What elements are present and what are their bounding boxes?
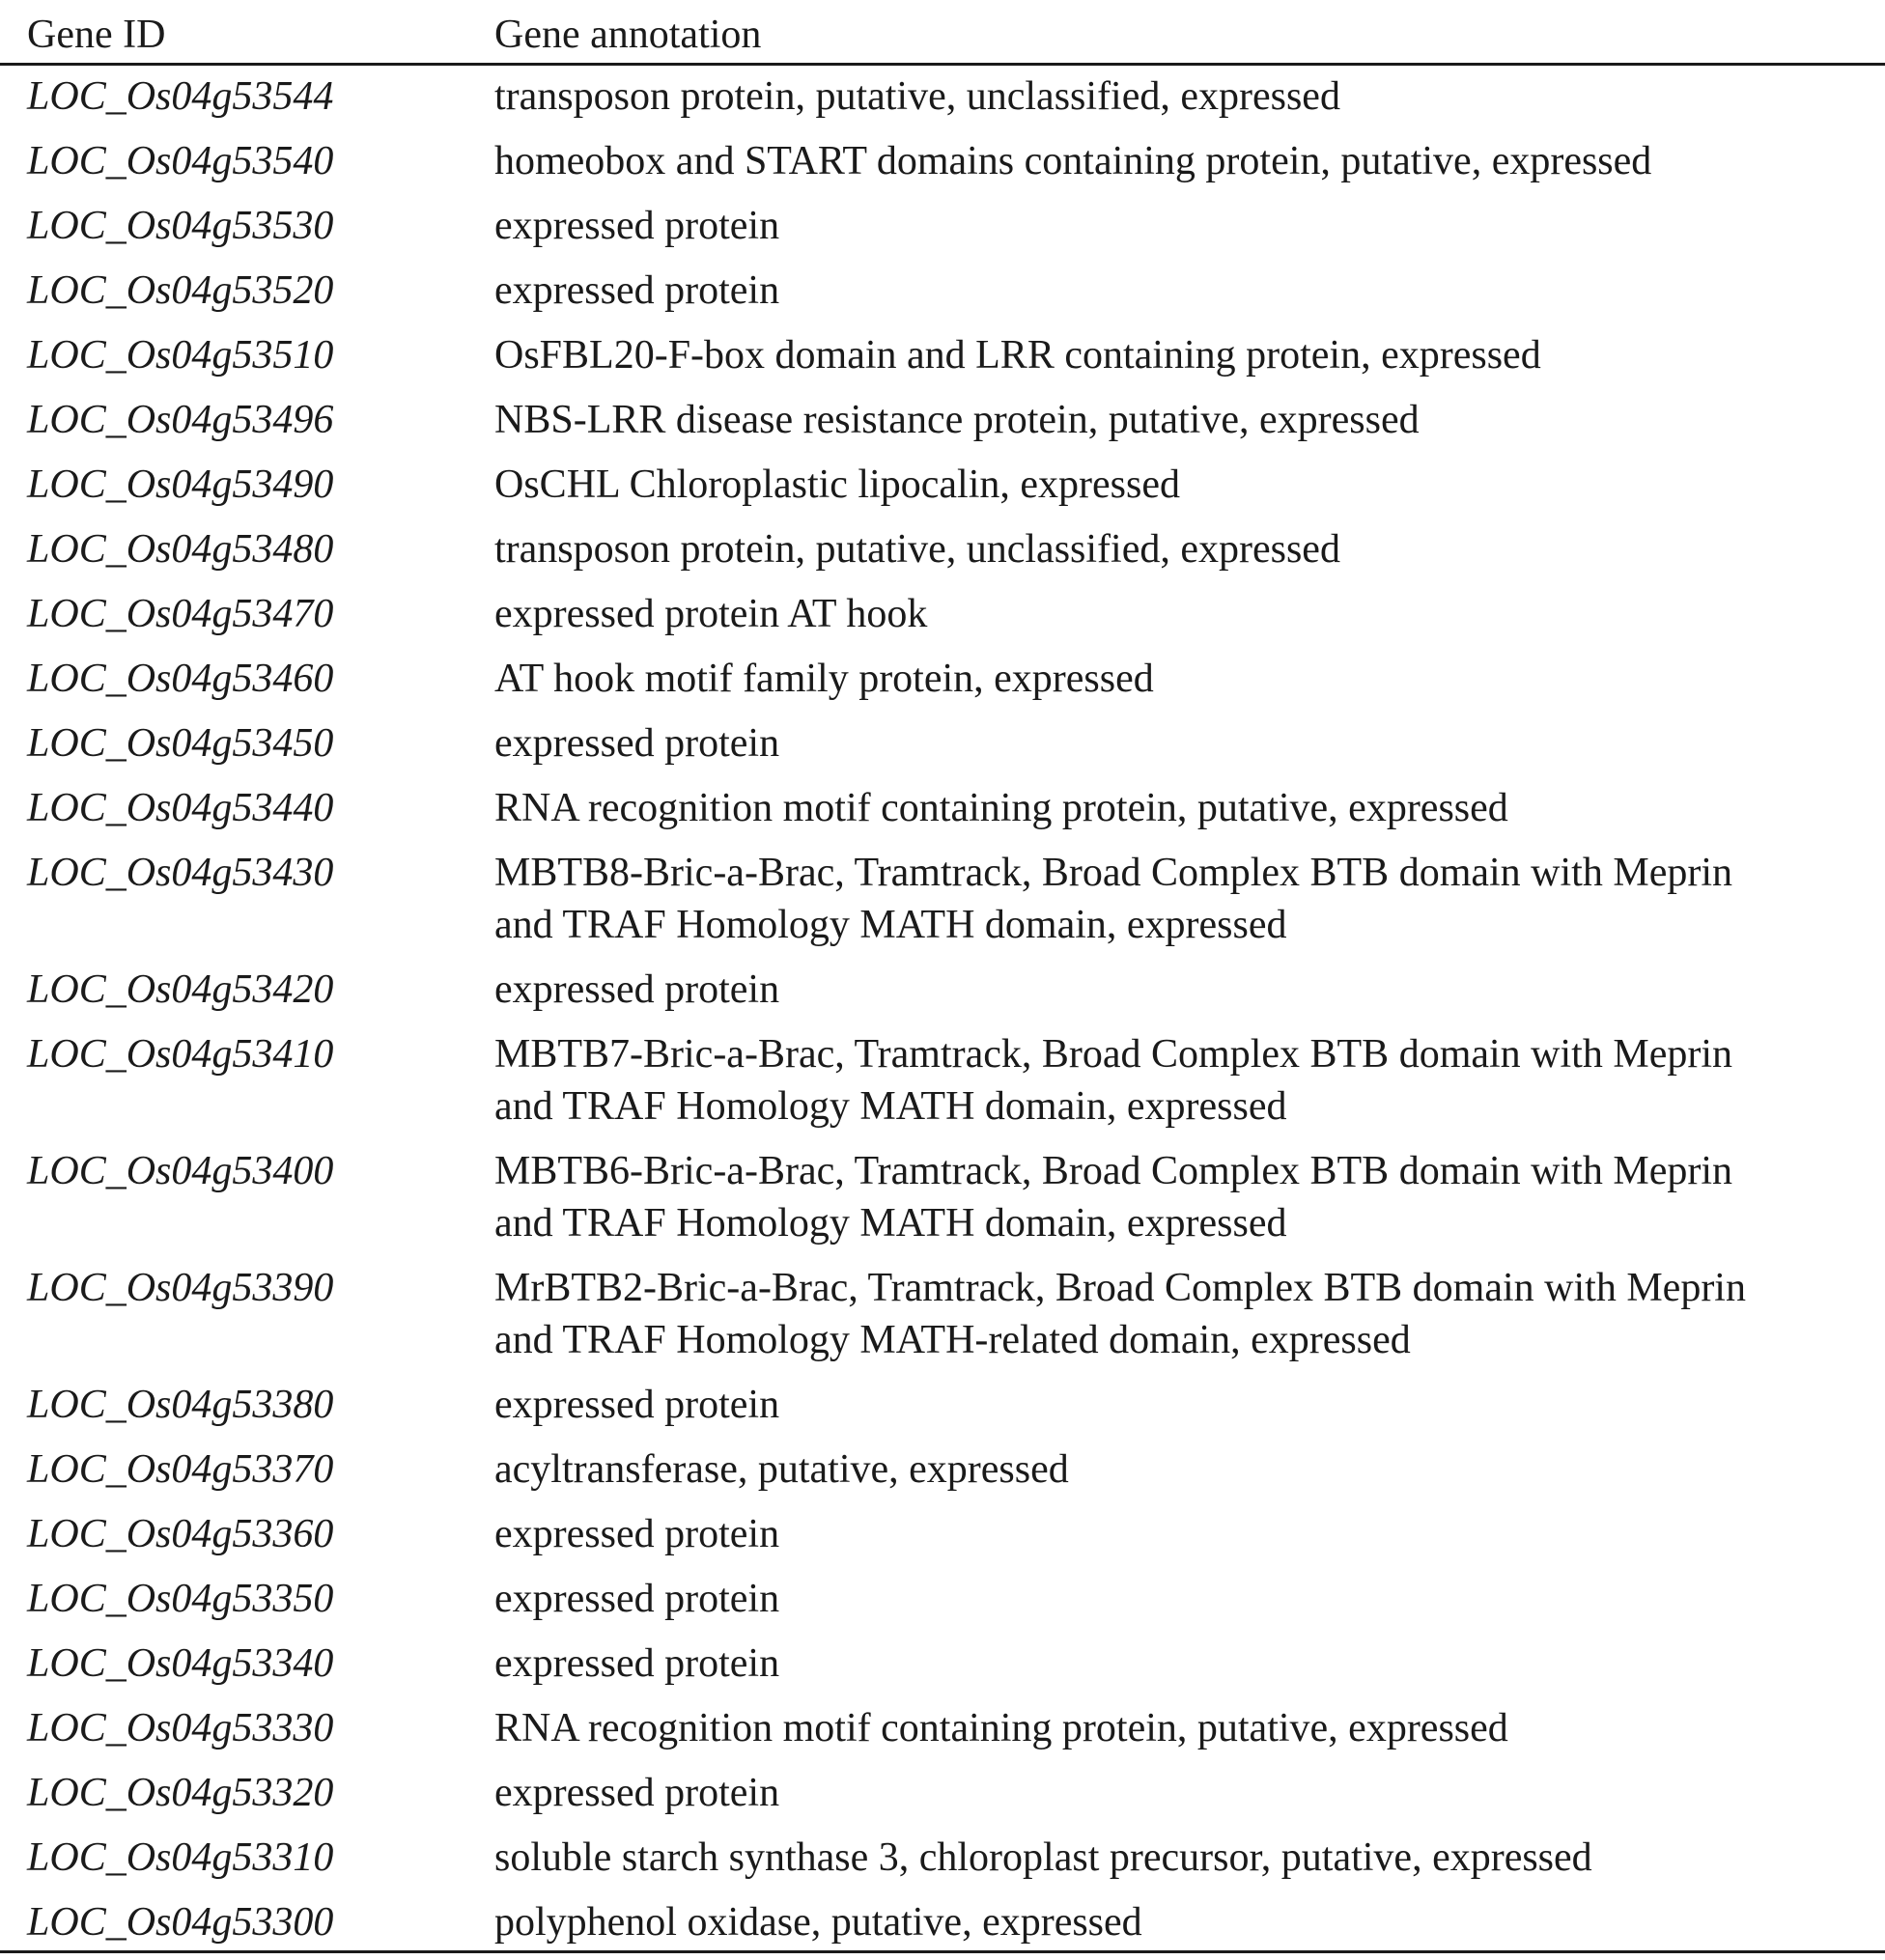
gene-annotation-cell	[494, 842, 1885, 959]
gene-annotation-cell	[494, 777, 1885, 842]
gene-id: LOC_Os04g53510	[27, 332, 334, 378]
gene-annotation-cell	[494, 713, 1885, 777]
table-row	[0, 1762, 1885, 1827]
gene-annotation: soluble starch synthase 3, chloroplast precursor, putative, expressed	[494, 1834, 1592, 1880]
gene-id: LOC_Os04g53300	[27, 1899, 334, 1945]
gene-annotation-cell	[494, 324, 1885, 389]
gene-id: LOC_Os04g53470	[27, 591, 334, 636]
gene-annotation: polyphenol oxidase, putative, expressed	[494, 1899, 1142, 1945]
gene-annotation-continued: and TRAF Homology MATH domain, expressed	[494, 1200, 1287, 1246]
table-row	[0, 713, 1885, 777]
gene-id: LOC_Os04g53310	[27, 1834, 334, 1880]
gene-id-cell	[0, 648, 494, 713]
gene-id-cell	[0, 842, 494, 959]
gene-annotation-cell	[494, 1503, 1885, 1568]
gene-id-cell	[0, 1439, 494, 1503]
table-row	[0, 1140, 1885, 1257]
table-row	[0, 648, 1885, 713]
gene-annotation: RNA recognition motif containing protein, putative, expressed	[494, 1705, 1508, 1750]
table-row	[0, 64, 1885, 130]
gene-annotation-cell	[494, 1140, 1885, 1257]
gene-id: LOC_Os04g53530	[27, 203, 334, 248]
table-row	[0, 518, 1885, 583]
table-row	[0, 583, 1885, 648]
gene-id-cell	[0, 1023, 494, 1140]
gene-annotation: expressed protein	[494, 1576, 780, 1621]
gene-annotation: expressed protein	[494, 720, 780, 766]
gene-annotation-cell	[494, 260, 1885, 324]
gene-id: LOC_Os04g53340	[27, 1640, 334, 1686]
table-row	[0, 389, 1885, 454]
gene-id: LOC_Os04g53320	[27, 1770, 334, 1815]
gene-annotation: acyltransferase, putative, expressed	[494, 1446, 1069, 1492]
gene-annotation-cell	[494, 518, 1885, 583]
gene-id-cell	[0, 324, 494, 389]
gene-id: LOC_Os04g53544	[27, 73, 334, 119]
gene-id: LOC_Os04g53390	[27, 1265, 334, 1310]
gene-id: LOC_Os04g53496	[27, 397, 334, 442]
gene-id: LOC_Os04g53370	[27, 1446, 334, 1492]
gene-id-cell	[0, 713, 494, 777]
table-row	[0, 130, 1885, 195]
gene-annotation-continued: and TRAF Homology MATH domain, expressed	[494, 902, 1287, 947]
table-row	[0, 1827, 1885, 1891]
header-gene-annotation: Gene annotation	[494, 0, 1885, 64]
gene-annotation-continued: and TRAF Homology MATH domain, expressed	[494, 1083, 1287, 1129]
gene-annotation-cell	[494, 1633, 1885, 1697]
gene-id-cell	[0, 454, 494, 518]
gene-annotation: NBS-LRR disease resistance protein, putative, expressed	[494, 397, 1420, 442]
gene-annotation: AT hook motif family protein, expressed	[494, 656, 1154, 701]
gene-id: LOC_Os04g53520	[27, 267, 334, 313]
gene-annotation: OsFBL20-F-box domain and LRR containing protein, expressed	[494, 332, 1541, 378]
gene-annotation: expressed protein AT hook	[494, 591, 928, 636]
gene-annotation: expressed protein	[494, 267, 780, 313]
gene-annotation-cell	[494, 1762, 1885, 1827]
gene-id-cell	[0, 1762, 494, 1827]
table-header-row	[0, 0, 1885, 64]
table-row	[0, 195, 1885, 260]
table-row	[0, 777, 1885, 842]
table-row	[0, 260, 1885, 324]
gene-id: LOC_Os04g53400	[27, 1148, 334, 1193]
gene-id: LOC_Os04g53360	[27, 1511, 334, 1556]
table-row	[0, 1891, 1885, 1952]
table-row	[0, 1697, 1885, 1762]
gene-id: LOC_Os04g53380	[27, 1382, 334, 1427]
table-row	[0, 324, 1885, 389]
gene-annotation-cell	[494, 1257, 1885, 1374]
gene-id-cell	[0, 777, 494, 842]
gene-annotation: expressed protein	[494, 1382, 780, 1427]
gene-id-cell	[0, 260, 494, 324]
gene-id-cell	[0, 518, 494, 583]
gene-id-cell	[0, 1697, 494, 1762]
gene-annotation-cell	[494, 648, 1885, 713]
gene-id-cell	[0, 583, 494, 648]
gene-id: LOC_Os04g53420	[27, 966, 334, 1012]
gene-annotation: expressed protein	[494, 1770, 780, 1815]
gene-annotation-cell	[494, 583, 1885, 648]
gene-annotation: MBTB8-Bric-a-Brac, Tramtrack, Broad Complex BTB domain with Meprin	[494, 850, 1732, 895]
table-row	[0, 1439, 1885, 1503]
table-row	[0, 1257, 1885, 1374]
gene-annotation-cell	[494, 64, 1885, 130]
gene-id-cell	[0, 1503, 494, 1568]
gene-annotation-cell	[494, 195, 1885, 260]
gene-annotation-cell	[494, 1827, 1885, 1891]
gene-annotation: RNA recognition motif containing protein, putative, expressed	[494, 785, 1508, 830]
table-row	[0, 959, 1885, 1023]
gene-id: LOC_Os04g53540	[27, 138, 334, 183]
gene-annotation-cell	[494, 1439, 1885, 1503]
gene-annotation: OsCHL Chloroplastic lipocalin, expressed	[494, 462, 1180, 507]
gene-id-cell	[0, 195, 494, 260]
gene-annotation: expressed protein	[494, 203, 780, 248]
gene-annotation-cell	[494, 1023, 1885, 1140]
table-body	[0, 64, 1885, 1951]
gene-id-cell	[0, 1891, 494, 1952]
table-row	[0, 1503, 1885, 1568]
gene-id-cell	[0, 389, 494, 454]
gene-id-cell	[0, 1568, 494, 1633]
table-row	[0, 1633, 1885, 1697]
gene-annotation: transposon protein, putative, unclassified, expressed	[494, 73, 1340, 119]
gene-id: LOC_Os04g53460	[27, 656, 334, 701]
gene-id: LOC_Os04g53330	[27, 1705, 334, 1750]
table-row	[0, 454, 1885, 518]
table-row	[0, 1374, 1885, 1439]
gene-annotation-continued: and TRAF Homology MATH-related domain, expressed	[494, 1317, 1411, 1362]
gene-id-cell	[0, 1827, 494, 1891]
gene-id-cell	[0, 130, 494, 195]
gene-annotation: MBTB6-Bric-a-Brac, Tramtrack, Broad Complex BTB domain with Meprin	[494, 1148, 1732, 1193]
gene-id: LOC_Os04g53490	[27, 462, 334, 507]
gene-id-cell	[0, 1374, 494, 1439]
table-row	[0, 842, 1885, 959]
gene-annotation: MBTB7-Bric-a-Brac, Tramtrack, Broad Complex BTB domain with Meprin	[494, 1031, 1732, 1077]
gene-annotation-cell	[494, 1374, 1885, 1439]
gene-annotation-cell	[494, 959, 1885, 1023]
gene-id: LOC_Os04g53480	[27, 526, 334, 572]
gene-annotation-cell	[494, 1568, 1885, 1633]
gene-id: LOC_Os04g53350	[27, 1576, 334, 1621]
gene-annotation: expressed protein	[494, 966, 780, 1012]
gene-id: LOC_Os04g53440	[27, 785, 334, 830]
gene-annotation: homeobox and START domains containing protein, putative, expressed	[494, 138, 1652, 183]
gene-id-cell	[0, 959, 494, 1023]
gene-id-cell	[0, 64, 494, 130]
gene-annotation: MrBTB2-Bric-a-Brac, Tramtrack, Broad Complex BTB domain with Meprin	[494, 1265, 1746, 1310]
gene-id-cell	[0, 1140, 494, 1257]
gene-annotation: expressed protein	[494, 1640, 780, 1686]
gene-id-cell	[0, 1633, 494, 1697]
gene-annotation: transposon protein, putative, unclassified, expressed	[494, 526, 1340, 572]
gene-id: LOC_Os04g53430	[27, 850, 334, 895]
gene-annotation-cell	[494, 130, 1885, 195]
gene-annotation-cell	[494, 1891, 1885, 1952]
table-row	[0, 1023, 1885, 1140]
gene-annotation: expressed protein	[494, 1511, 780, 1556]
gene-annotation-cell	[494, 389, 1885, 454]
gene-annotation-cell	[494, 1697, 1885, 1762]
gene-id-cell	[0, 1257, 494, 1374]
gene-annotation-cell	[494, 454, 1885, 518]
table-row	[0, 1568, 1885, 1633]
gene-id: LOC_Os04g53410	[27, 1031, 334, 1077]
header-gene-id: Gene ID	[0, 0, 494, 64]
gene-id: LOC_Os04g53450	[27, 720, 334, 766]
